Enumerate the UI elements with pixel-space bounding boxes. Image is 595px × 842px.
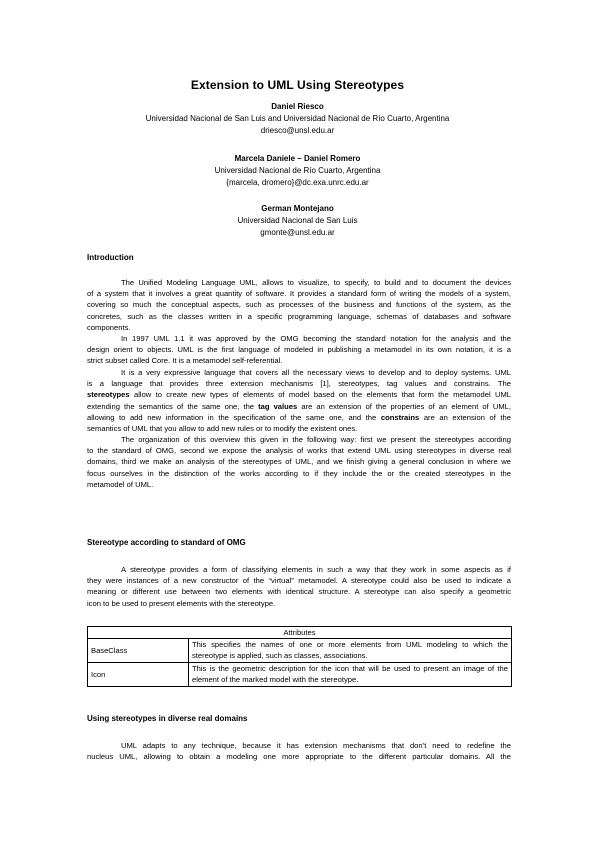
text-line: stereotype is applied, such as classes, associations. <box>192 650 368 660</box>
author-email: gmonte@unsl.edu.ar <box>260 228 335 237</box>
author-affiliation: Universidad Nacional de San Luis and Universidad Nacional de Río Cuarto, Argentina <box>145 114 450 123</box>
bold-term: constrains <box>380 412 420 422</box>
author-affiliation: Universidad Nacional de Río Cuarto, Argentina <box>214 166 381 175</box>
author-email: driesco@unsl.edu.ar <box>260 126 335 135</box>
bold-term: tag values <box>258 401 298 411</box>
text-line: strict subset called Core. It is a metamodel self-referential. <box>87 356 283 366</box>
omg-paragraph-1 <box>87 564 511 609</box>
author-name: Daniel Riesco <box>271 102 324 111</box>
intro-paragraph-2 <box>87 333 511 367</box>
text-run: is a language that provides three extension mechanisms [1], stereotypes, tag values and constrains. The <box>87 379 511 389</box>
text-line: This specifies the names of one or more elements from UML modeling to which the <box>192 640 508 649</box>
attributes-table <box>87 626 512 687</box>
text-run: semantics of UML that you allow to add new rules or to modify the existent ones. <box>87 424 358 434</box>
table-header: Attributes <box>88 627 512 639</box>
domains-paragraph-1 <box>87 740 511 762</box>
text-line: of a system that it involves a great quantity of software. It provides a standard form of writing the models of a system, <box>87 289 511 299</box>
intro-paragraph-1 <box>87 277 511 333</box>
text-line <box>87 378 511 389</box>
text-line: design orient to objects. UML is the first language of modeled in publishing a metamodel in its own notation, it is a <box>87 345 511 355</box>
section-heading-introduction: Introduction <box>87 253 134 262</box>
text-line: concretes, such as the classes written in a specific programming language, schemas of databases and software <box>87 311 511 321</box>
text-line: UML adapts to any technique, because it has extension mechanisms that don’t need to redefine the <box>121 741 511 750</box>
text-line: meaning or different use between two elements with identical structure. A stereotype can also specify a geometric <box>87 587 511 597</box>
author-block-3 <box>0 203 595 239</box>
author-affiliation: Universidad Nacional de San Luis <box>237 216 358 225</box>
text-line <box>87 412 511 423</box>
text-line: icon to be used to present elements with the stereotype. <box>87 598 276 608</box>
table-row <box>88 663 512 687</box>
section-heading-domains: Using stereotypes in diverse real domains <box>87 714 248 723</box>
text-line: This is the geometric description for the icon that will be used to present an image of the <box>192 664 508 673</box>
text-run: allow to create new types of elements of model based on the elements that form the metamodel UML <box>129 390 511 400</box>
author-email: {marcela, dromero}@dc.exa.unrc.edu.ar <box>226 178 369 187</box>
author-name: Marcela Daniele – Daniel Romero <box>234 154 361 163</box>
text-run: are an extension of the properties of an element of UML, <box>297 401 511 411</box>
text-line <box>87 389 511 400</box>
text-line: metamodel of UML. <box>87 479 154 489</box>
bold-term: stereotypes <box>87 390 130 400</box>
paper-title: Extension to UML Using Stereotypes <box>190 78 405 92</box>
table-cell-key: Icon <box>88 663 189 687</box>
text-line: covering so much the conceptual aspects, such as processes of the business and functions of the system, as the <box>87 300 511 310</box>
text-line: The Unified Modeling Language UML, allows to visualize, to specify, to build and to document the devices <box>121 278 511 287</box>
section-heading-omg: Stereotype according to standard of OMG <box>87 538 246 547</box>
text-run: allowing to add new information in the specification of the same one, and the <box>87 412 381 422</box>
text-line <box>87 423 511 434</box>
author-name: German Montejano <box>261 204 334 213</box>
text-run: extending the semantics of the same one, the <box>87 401 259 411</box>
text-line <box>87 401 511 412</box>
text-run: It is a very expressive language that covers all the necessary views to develop and to deploy systems. UML <box>121 368 511 377</box>
author-block-2 <box>0 153 595 189</box>
text-line: nucleus UML, allowing to obtain a modeling one more appropriate to the different particular domains. All the <box>87 752 511 762</box>
text-line: element of the marked model with the stereotype. <box>192 674 359 684</box>
table-cell-value <box>189 639 512 663</box>
text-line: In 1997 UML 1.1 it was approved by the OMG becoming the standard notation for the analysis and the <box>121 334 511 343</box>
text-line: domains, third we make an analysis of the stereotypes of UML, and we finish giving a general conclusion in where we <box>87 457 511 467</box>
text-line: The organization of this overview this given in the following way: first we present the stereotypes according <box>121 435 511 444</box>
text-line: components. <box>87 322 131 332</box>
table-cell-value <box>189 663 512 687</box>
text-line: they were instances of a new constructor of the “virtual” metamodel. A stereotype could also be used to indicate a <box>87 576 511 586</box>
author-block-1 <box>0 101 595 137</box>
intro-paragraph-3 <box>87 367 511 434</box>
table-row <box>88 639 512 663</box>
text-line: A stereotype provides a form of classifying elements in such a way that they work in some aspects as if <box>121 565 511 574</box>
text-line: to the standard of OMG, second we expose the analysis of works that extend UML using stereotypes in diverse real <box>87 446 511 456</box>
text-line: focus ourselves in the distinction of the works according to if they include the or the created stereotypes in the <box>87 468 511 478</box>
table-cell-key: BaseClass <box>88 639 189 663</box>
intro-paragraph-4 <box>87 434 511 490</box>
text-run: are an extension of the <box>419 412 511 422</box>
text-line <box>87 367 511 378</box>
